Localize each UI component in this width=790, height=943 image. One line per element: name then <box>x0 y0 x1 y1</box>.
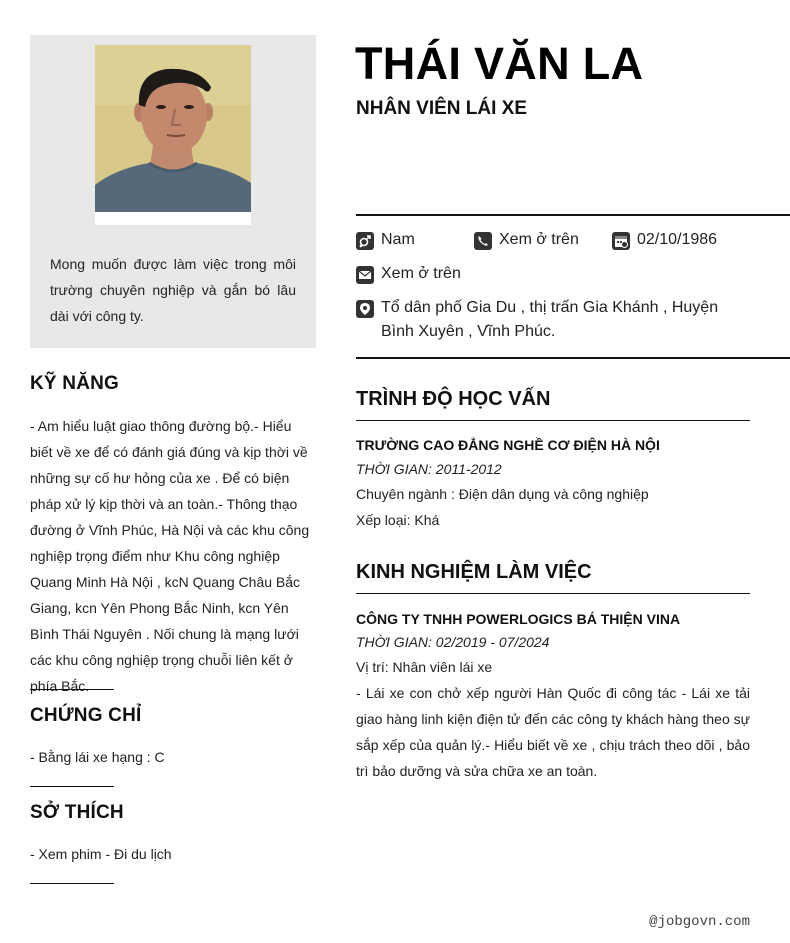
profile-sidebar <box>30 35 316 348</box>
skills-text: - Am hiểu luật giao thông đường bộ.- Hiểu biết về xe để có đánh giá đúng và kịp thời về những sự cố hư hỏng của xe . Để có biện pháp xử lý kịp thời và an toàn.- Thông thạo đường ở Vĩnh Phúc, Hà Nội và các khu công nghiệp trọng điểm như Khu công nghiệp Quang Minh Hà Nội , kcN Quang Châu Bắc Giang, kcn Yên Phong Bắc Ninh, kcn Yên Bình Thái Nguyên . Nối chung là mạng lưới các khu công nghiệp trọng chuỗi liên kết ở phía Bắc. <box>30 418 310 694</box>
hobbies-text: - Xem phim - Đi du lịch <box>30 846 172 862</box>
mail-icon <box>356 266 374 284</box>
profile-photo-illustration <box>95 45 251 212</box>
profile-box <box>30 35 316 348</box>
education-divider <box>356 420 750 421</box>
education-school: TRƯỜNG CAO ĐẲNG NGHỀ CƠ ĐIỆN HÀ NỘI <box>356 437 660 453</box>
experience-period: THỜI GIAN: 02/2019 - 07/2024 <box>356 634 550 650</box>
contact-divider <box>356 357 790 359</box>
profile-photo-frame <box>95 45 251 225</box>
experience-description: - Lái xe con chở xếp người Hàn Quốc đi công tác - Lái xe tải giao hàng linh kiện điện tử đến các công ty khách hàng theo sự sắp xếp của quản lý.- Hiểu biết về xe , chịu trách theo dõi , bảo trì bảo dưỡng và sửa chữa xe an toàn. <box>356 685 750 779</box>
section-divider <box>30 689 114 690</box>
phone-icon <box>474 232 492 250</box>
education-title: TRÌNH ĐỘ HỌC VẤN <box>356 388 551 410</box>
experience-divider <box>356 593 750 594</box>
education-period: THỜI GIAN: 2011-2012 <box>356 461 502 477</box>
location-pin-icon <box>356 300 374 318</box>
profile-photo <box>95 45 251 212</box>
contact-birthday <box>612 231 717 252</box>
candidate-name: THÁI VĂN LA <box>355 38 644 89</box>
calendar-icon <box>612 232 630 250</box>
email-value: Xem ở trên <box>381 265 461 282</box>
watermark: @jobgovn.com <box>649 914 750 930</box>
job-title: NHÂN VIÊN LÁI XE <box>356 98 528 119</box>
section-divider <box>30 883 114 884</box>
skills-section <box>30 373 320 395</box>
education-grade: Xếp loại: Khá <box>356 512 440 528</box>
experience-position: Vị trí: Nhân viên lái xe <box>356 659 493 675</box>
hobbies-title: SỞ THÍCH <box>30 802 124 823</box>
career-objective: Mong muốn được làm việc trong môi trường chuyên nghiệp và gắn bó lâu dài với công ty. <box>50 256 296 324</box>
phone-value: Xem ở trên <box>499 231 579 248</box>
section-divider <box>30 786 114 787</box>
contact-address <box>356 299 750 344</box>
skills-title: KỸ NĂNG <box>30 373 120 394</box>
gender-icon <box>356 232 374 250</box>
experience-title: KINH NGHIỆM LÀM VIỆC <box>356 561 592 583</box>
contact-gender <box>356 231 415 252</box>
address-value: Tổ dân phố Gia Du , thị trấn Gia Khánh , Huyện Bình Xuyên , Vĩnh Phúc. <box>381 299 719 340</box>
gender-value: Nam <box>381 231 415 248</box>
education-major: Chuyên ngành : Điện dân dụng và công nghiệp <box>356 486 649 502</box>
contact-phone <box>474 231 579 252</box>
contact-email <box>356 265 461 286</box>
certificates-title: CHỨNG CHỈ <box>30 705 142 726</box>
certificates-text: - Bằng lái xe hạng : C <box>30 749 165 765</box>
hobbies-section <box>30 802 320 824</box>
header-divider <box>356 214 790 216</box>
experience-company: CÔNG TY TNHH POWERLOGICS BÁ THIỆN VINA <box>356 611 681 627</box>
birthday-value: 02/10/1986 <box>637 231 718 248</box>
certificates-section <box>30 705 320 727</box>
